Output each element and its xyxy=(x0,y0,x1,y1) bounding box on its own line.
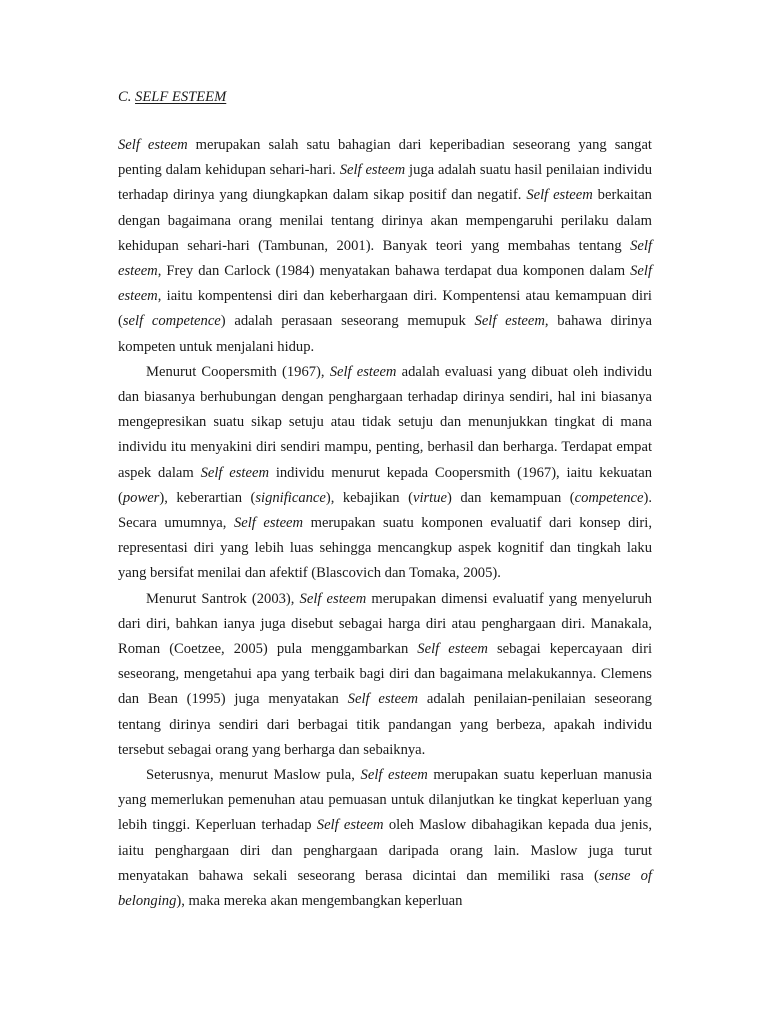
italic-term: Self esteem xyxy=(200,464,269,481)
italic-term: virtue xyxy=(412,489,448,506)
italic-term: Self esteem xyxy=(417,641,488,658)
italic-term: Self esteem xyxy=(316,817,384,834)
paragraph xyxy=(118,133,652,360)
italic-term: Self esteem xyxy=(299,590,367,607)
section-number: C. xyxy=(118,89,132,105)
italic-term: Self esteem xyxy=(526,187,593,204)
text-run: ). Secara umumnya, xyxy=(118,489,652,532)
paragraph xyxy=(118,587,652,763)
italic-term: Self esteem xyxy=(339,162,406,179)
text-run: merupakan dimensi evaluatif yang menyeluruh dari diri, bahkan ianya juga disebut sebagai harga diri atau penghargaan diri. Manakala, Roman (Coetzee, 2005) pula menggambarkan xyxy=(118,590,652,658)
text-run: ), maka mereka akan mengembangkan keperluan xyxy=(176,893,463,910)
section-title: SELF ESTEEM xyxy=(135,89,227,105)
italic-term: Self esteem xyxy=(474,313,545,330)
italic-term: Self esteem xyxy=(233,515,304,532)
document-page xyxy=(118,86,652,914)
text-run: berkaitan dengan bagaimana orang menilai tentang dirinya akan mempengaruhi perilaku dalam kehidupan sehari-hari (Tambunan, 2001). Banyak teori yang membahas tentang xyxy=(118,187,652,254)
text-run: adalah penilaian-penilaian seseorang tentang dirinya sendiri dari berbagai titik pandangan yang berbeza, apakah individu tersebut sebagai orang yang berharga dan sebaiknya. xyxy=(118,691,652,758)
paragraph xyxy=(118,360,652,587)
text-run: Seterusnya, menurut Maslow pula, xyxy=(146,767,361,784)
italic-term: Self esteem xyxy=(329,363,397,380)
text-run: , iaitu kompentensi diri dan keberhargaan diri. Kompentensi atau kemampuan diri ( xyxy=(118,288,652,330)
text-run: individu menurut kepada Coopersmith (1967), iaitu kekuatan ( xyxy=(118,464,652,506)
text-run: sebagai kepercayaan diri seseorang, mengetahui apa yang terbaik bagi diri dan bagaimana melakukannya. Clemens dan Bean (1995) juga menyatakan xyxy=(118,641,652,708)
body-text xyxy=(118,133,652,914)
text-run: , Frey dan Carlock (1984) menyatakan bahawa terdapat dua komponen dalam xyxy=(157,263,631,280)
italic-term: Self esteem xyxy=(347,691,419,708)
italic-term: significance xyxy=(255,489,326,506)
text-run: ) dan kemampuan ( xyxy=(447,489,575,506)
italic-term: Self esteem xyxy=(118,237,652,280)
paragraph xyxy=(118,763,652,914)
italic-term: self competence xyxy=(122,313,221,330)
italic-term: Self esteem xyxy=(118,137,188,153)
text-run: merupakan suatu keperluan manusia yang memerlukan pemenuhan atau pemuasan untuk dilanjutkan ke tingkat keperluan yang lebih tinggi. Keperluan terhadap xyxy=(118,767,652,834)
text-run: merupakan salah satu bahagian dari keperibadian seseorang yang sangat penting dalam kehidupan sehari-hari. xyxy=(118,137,652,179)
italic-term: competence xyxy=(574,489,644,506)
text-run: ) adalah perasaan seseorang memupuk xyxy=(220,313,475,330)
italic-term: sense of belonging xyxy=(118,867,652,910)
text-run: juga adalah suatu hasil penilaian individu terhadap dirinya yang diungkapkan dalam sikap positif dan negatif. xyxy=(118,162,653,204)
text-run: ), keberartian ( xyxy=(159,489,256,506)
italic-term: Self esteem xyxy=(118,263,652,305)
italic-term: Self esteem xyxy=(360,767,428,784)
italic-term: power xyxy=(122,489,160,506)
text-run: Menurut Santrok (2003), xyxy=(146,590,300,607)
text-run: oleh Maslow dibahagikan kepada dua jenis, iaitu penghargaan diri dan penghargaan daripada orang lain. Maslow juga turut menyatakan bahawa sekali seseorang berasa dicintai dan memiliki rasa ( xyxy=(118,817,652,884)
text-run: merupakan suatu komponen evaluatif dari konsep diri, representasi diri yang lebih luas sehingga mencangkup aspek kognitif dan tingkah laku yang bersifat menilai dan afektif (Blascovich dan Tomaka, 2005). xyxy=(118,515,652,582)
text-run: adalah evaluasi yang dibuat oleh individu dan biasanya berhubungan dengan penghargaan terhadap dirinya sendiri, hal ini biasanya mengepresikan suatu sikap setuju atau tidak setuju dan menunjukkan tingkat di mana individu itu menyakini diri sendiri mampu, penting, berhasil dan berharga. Terdapat empat aspek dalam xyxy=(118,363,652,481)
section-heading xyxy=(118,86,652,108)
text-run: , bahawa dirinya kompeten untuk menjalani hidup. xyxy=(118,313,652,355)
text-run: Menurut Coopersmith (1967), xyxy=(146,363,330,380)
text-run: ), kebajikan ( xyxy=(325,489,413,506)
